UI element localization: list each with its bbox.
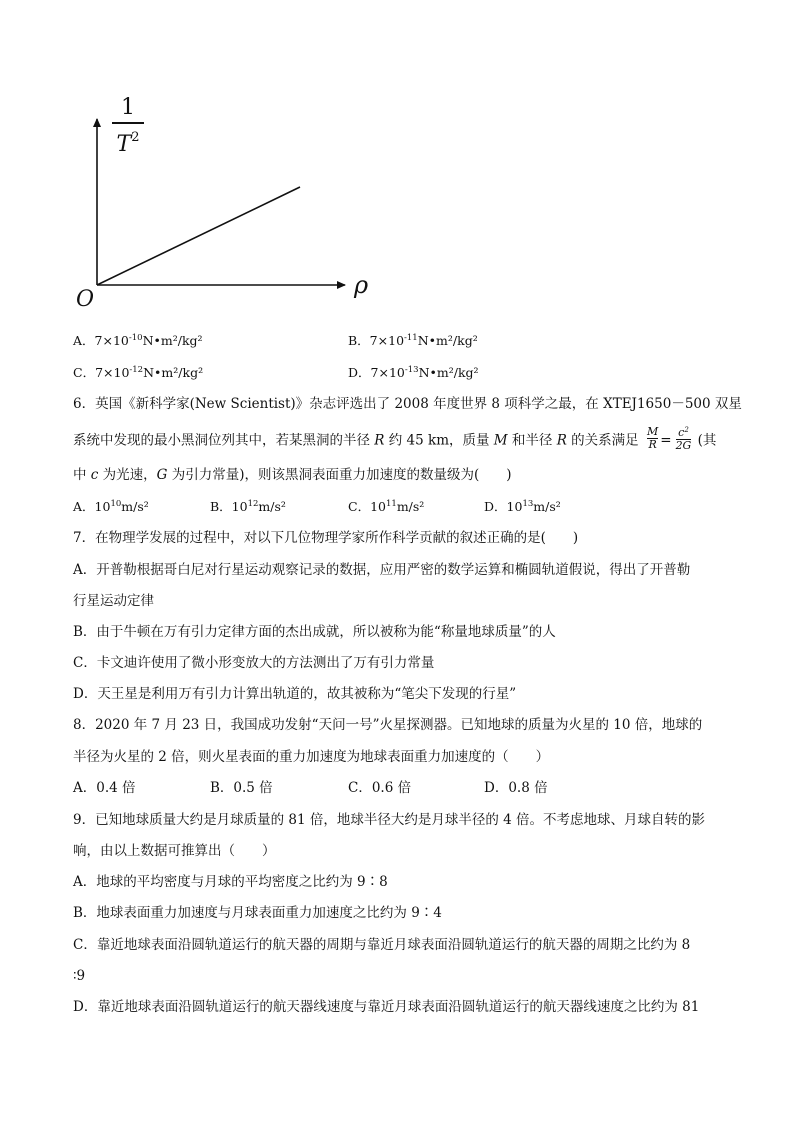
q6-line-3 <box>73 466 512 484</box>
q6-frac2-top-exp: 2 <box>684 426 689 434</box>
q5-d-post: N•m²/kg² <box>418 365 479 380</box>
y-axis-label-fraction-bar <box>112 122 144 124</box>
q8-option-d: D．0.8 倍 <box>484 780 548 796</box>
q6-frac1-bottom: R <box>648 437 657 451</box>
q6-line-1: 6．英国《新科学家(New Scientist)》杂志评选出了 2008 年度世界 8 项科学之最，在 XTEJ1650－500 双星 <box>73 396 742 412</box>
q6-frac2-top-c: c <box>678 426 685 439</box>
q6-b-exp: 12 <box>247 499 259 509</box>
q5-b-pre: B．7×10 <box>348 333 405 348</box>
q5-option-a <box>73 332 203 350</box>
q6-a-post: m/s² <box>121 499 149 514</box>
q9-line-1: 9．已知地球质量大约是月球质量的 81 倍，地球半径大约是月球半径的 4 倍。不考虑地球、月球自转的影 <box>73 812 706 828</box>
graph-inverse-period-squared-vs-density <box>70 95 390 320</box>
q5-option-b <box>348 332 478 350</box>
q6-equals: = <box>660 432 672 449</box>
q6-option-b <box>210 498 286 516</box>
q6-fraction-c2-over-2G <box>676 424 692 452</box>
q6-d-pre: D．10 <box>484 499 523 514</box>
q6-line-3-a: 中 <box>73 467 91 483</box>
q8-line-1: 8．2020 年 7 月 23 日，我国成功发射“天问一号”火星探测器。已知地球的质量为火星的 10 倍，地球的 <box>73 717 703 733</box>
q6-line-2-text-d: 的关系满足 <box>566 432 639 449</box>
q5-c-post: N•m²/kg² <box>143 365 204 380</box>
q8-option-b: B．0.5 倍 <box>210 780 273 796</box>
q6-b-post: m/s² <box>258 499 286 514</box>
q6-line-2-text-b: 约 45 km，质量 <box>384 432 494 449</box>
x-axis-label: ρ <box>354 271 369 299</box>
q6-line-3-d: 为引力常量)，则该黑洞表面重力加速度的数量级为( ) <box>167 467 512 483</box>
q5-c-pre: C．7×10 <box>73 365 130 380</box>
q9-option-c-line-1: C．靠近地球表面沿圆轨道运行的航天器的周期与靠近月球表面沿圆轨道运行的航天器的周期之比约为 8 <box>73 937 691 953</box>
q6-c-pre: C．10 <box>348 499 386 514</box>
q6-line-3-b: 为光速， <box>98 467 157 483</box>
q8-option-a: A．0.4 倍 <box>73 780 136 796</box>
q6-var-R-2: R <box>556 432 567 449</box>
q6-d-post: m/s² <box>533 499 561 514</box>
q6-c-post: m/s² <box>396 499 425 514</box>
q5-c-exp: -12 <box>129 365 144 375</box>
q6-line-2 <box>73 424 717 452</box>
q7-option-a-line-1: A．开普勒根据哥白尼对行星运动观察记录的数据，应用严密的数学运算和椭圆轨道假说，得出了开普勒 <box>73 562 691 578</box>
origin-label: O <box>76 287 95 312</box>
q6-option-a <box>73 498 149 516</box>
q7-option-a-line-2: 行星运动定律 <box>73 593 154 609</box>
y-axis-label-numerator: 1 <box>121 95 135 120</box>
y-axis-label-denominator <box>110 126 146 157</box>
q6-var-c: c <box>90 467 99 483</box>
q6-var-G: G <box>156 467 168 483</box>
q9-line-2: 响，由以上数据可推算出（ ） <box>73 843 276 859</box>
y-axis-label-T: T <box>116 131 132 157</box>
q6-a-exp: 10 <box>110 499 122 509</box>
q5-a-post: N•m²/kg² <box>142 333 203 348</box>
y-axis-label-exponent: 2 <box>131 129 140 145</box>
q6-frac2-bottom: 2G <box>675 439 692 452</box>
q7-option-d: D．天王星是利用万有引力计算出轨道的，故其被称为“笔尖下发现的行星” <box>73 686 517 702</box>
q8-option-c: C．0.6 倍 <box>348 780 412 796</box>
q9-option-d-line-1: D．靠近地球表面沿圆轨道运行的航天器线速度与靠近月球表面沿圆轨道运行的航天器线速度之比约为 81 <box>73 999 700 1015</box>
q6-frac2-top <box>676 424 692 439</box>
q6-d-exp: 13 <box>522 499 534 509</box>
q6-option-c <box>348 498 424 516</box>
q6-line-2-text-c: 和半径 <box>507 432 557 449</box>
q6-line-2-text-e: (其 <box>693 432 717 449</box>
q9-option-c-line-2: ∶9 <box>73 968 86 984</box>
q5-option-c <box>73 364 203 382</box>
q9-option-b: B．地球表面重力加速度与月球表面重力加速度之比约为 9∶4 <box>73 905 442 921</box>
q7-option-b: B．由于牛顿在万有引力定律方面的杰出成就，所以被称为能“称量地球质量”的人 <box>73 624 556 640</box>
q9-option-a: A．地球的平均密度与月球的平均密度之比约为 9∶8 <box>73 874 388 890</box>
q6-a-pre: A．10 <box>73 499 111 514</box>
q5-d-exp: -13 <box>404 365 419 375</box>
q5-b-post: N•m²/kg² <box>417 333 478 348</box>
q6-line-2-text-a: 系统中发现的最小黑洞位列其中，若某黑洞的半径 <box>73 432 375 449</box>
y-axis-label <box>110 97 146 157</box>
q5-a-exp: -10 <box>128 333 143 343</box>
data-line <box>97 187 300 285</box>
q6-option-d <box>484 498 561 516</box>
q6-b-pre: B．10 <box>210 499 248 514</box>
q8-line-2: 半径为火星的 2 倍，则火星表面的重力加速度为地球表面重力加速度的（ ） <box>73 749 550 765</box>
q5-d-pre: D．7×10 <box>348 365 405 380</box>
q5-a-pre: A．7×10 <box>73 333 129 348</box>
q5-b-exp: -11 <box>404 333 418 343</box>
q7-stem: 7．在物理学发展的过程中，对以下几位物理学家所作科学贡献的叙述正确的是( ) <box>73 530 579 546</box>
q6-fraction-M-over-R <box>647 426 658 451</box>
q7-option-c: C．卡文迪许使用了微小形变放大的方法测出了万有引力常量 <box>73 655 435 671</box>
q6-var-R: R <box>374 432 385 449</box>
q6-c-exp: 11 <box>385 499 397 509</box>
q6-frac1-top: M <box>646 424 659 438</box>
q5-option-d <box>348 364 479 382</box>
q6-var-M: M <box>493 432 508 449</box>
